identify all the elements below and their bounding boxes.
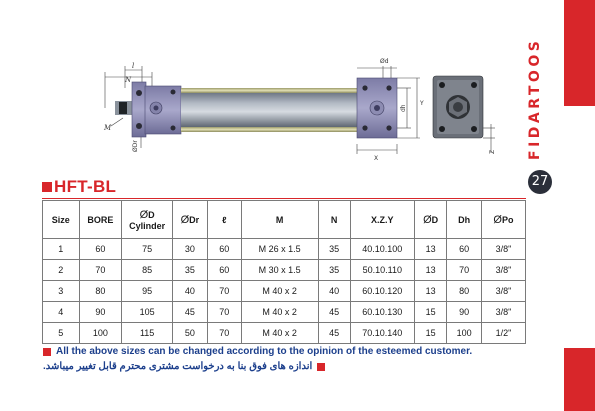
table-row [43,323,526,344]
table-cell: 50 [173,323,208,344]
note-persian-text: اندازه های فوق بنا به درخواست مشتری محترم قابل تغییر میباشد. [43,361,313,372]
cylinder-drawing [95,48,525,168]
table-cell: 4 [43,302,80,323]
table-cell: 3/8" [481,281,525,302]
table-cell: 80 [79,281,122,302]
dim-label-d: Ød [380,58,389,65]
table-cell: 70.10.140 [350,323,414,344]
table-cell: M 26 x 1.5 [241,239,318,260]
column-header-label: Dr [189,214,200,225]
column-header [350,201,414,239]
table-cell: 3 [43,281,80,302]
table-cell: 90 [447,302,481,323]
table-cell: 100 [79,323,122,344]
table-cell: 35 [318,239,350,260]
table-cell: 40 [173,281,208,302]
table-cell: 90 [79,302,122,323]
table-body [43,239,526,344]
table-cell: M 40 x 2 [241,281,318,302]
column-header [481,201,525,239]
column-header [207,201,241,239]
dim-label-l: l [132,62,135,70]
table-cell: 3/8" [481,260,525,281]
spec-table [42,200,526,344]
diameter-symbol: Ø [139,208,149,221]
table-cell: 80 [447,281,481,302]
column-header [318,201,350,239]
table-cell: 13 [414,260,447,281]
column-header-label: D [431,214,439,225]
diameter-symbol: Ø [423,213,432,226]
table-row [43,239,526,260]
table-cell: 45 [173,302,208,323]
table-cell: 15 [414,323,447,344]
column-header-label: Dh [458,214,471,225]
table-cell: 30 [173,239,208,260]
column-header [241,201,318,239]
dim-label-dh: dh [400,104,407,112]
title-bullet [42,182,52,192]
note-english-text: All the above sizes can be changed according to the opinion of the esteemed customer. [56,346,473,357]
table-cell: 60.10.130 [350,302,414,323]
table-cell: 5 [43,323,80,344]
table-cell: 70 [447,260,481,281]
table-cell: 1/2" [481,323,525,344]
table-cell: M 30 x 1.5 [241,260,318,281]
model-title [42,177,116,197]
dim-label-n: N [125,76,132,84]
column-header-label: N [330,214,338,225]
column-header [43,201,80,239]
note-persian [43,361,325,372]
column-header-label: X.Z.Y [371,214,394,225]
table-cell: M 40 x 2 [241,302,318,323]
note-bullet [43,348,51,356]
table-cell: 70 [207,323,241,344]
dim-label-m: M [104,124,112,132]
table-cell: 40.10.100 [350,239,414,260]
brand-bar-bottom [564,348,595,411]
note-english [43,346,472,357]
column-header-label: BORE [87,214,114,225]
table-header-row [43,201,526,239]
table-row [43,260,526,281]
table-cell: 1 [43,239,80,260]
table-cell: 3/8" [481,302,525,323]
column-header [447,201,481,239]
table-cell: 70 [207,281,241,302]
table-cell: 3/8" [481,239,525,260]
dim-label-x: X [374,155,379,162]
table-cell: 60 [79,239,122,260]
table-cell: 45 [318,302,350,323]
dim-label-z: Z [489,149,496,154]
diameter-symbol: Ø [180,213,190,226]
table-cell: 105 [122,302,173,323]
table-cell: 60.10.120 [350,281,414,302]
table-cell: M 40 x 2 [241,323,318,344]
table-cell: 75 [122,239,173,260]
column-header-sublabel: Cylinder [129,220,166,231]
table-cell: 85 [122,260,173,281]
table-cell: 60 [447,239,481,260]
table-cell: 50.10.110 [350,260,414,281]
column-header-label: ℓ [222,214,227,225]
diameter-symbol: Ø [493,213,502,226]
table-cell: 35 [173,260,208,281]
table-cell: 35 [318,260,350,281]
column-header-label: Po [501,214,514,225]
table-cell: 2 [43,260,80,281]
dim-label-dr: ØDr [132,140,139,152]
dim-label-y: Y [420,100,424,107]
table-cell: 115 [122,323,173,344]
table-row [43,281,526,302]
table-cell: 60 [207,260,241,281]
table-cell: 13 [414,281,447,302]
note-bullet [317,363,325,371]
table-cell: 40 [318,281,350,302]
page-number-badge: 27 [528,170,552,194]
column-header-label: D [148,209,155,220]
table-cell: 95 [122,281,173,302]
table-cell: 70 [79,260,122,281]
column-header-label: Size [51,214,70,225]
table-cell: 13 [414,239,447,260]
table-cell: 60 [207,239,241,260]
column-header [122,201,173,239]
title-underline [42,198,526,199]
table-cell: 100 [447,323,481,344]
brand-bar-top [564,0,595,106]
column-header [79,201,122,239]
model-name: HFT-BL [54,177,117,196]
table-cell: 45 [318,323,350,344]
table-cell: 15 [414,302,447,323]
column-header [414,201,447,239]
table-cell: 70 [207,302,241,323]
table-row [43,302,526,323]
brand-name: FIDARTOOS [527,37,543,161]
column-header-label: M [275,214,284,225]
column-header [173,201,208,239]
